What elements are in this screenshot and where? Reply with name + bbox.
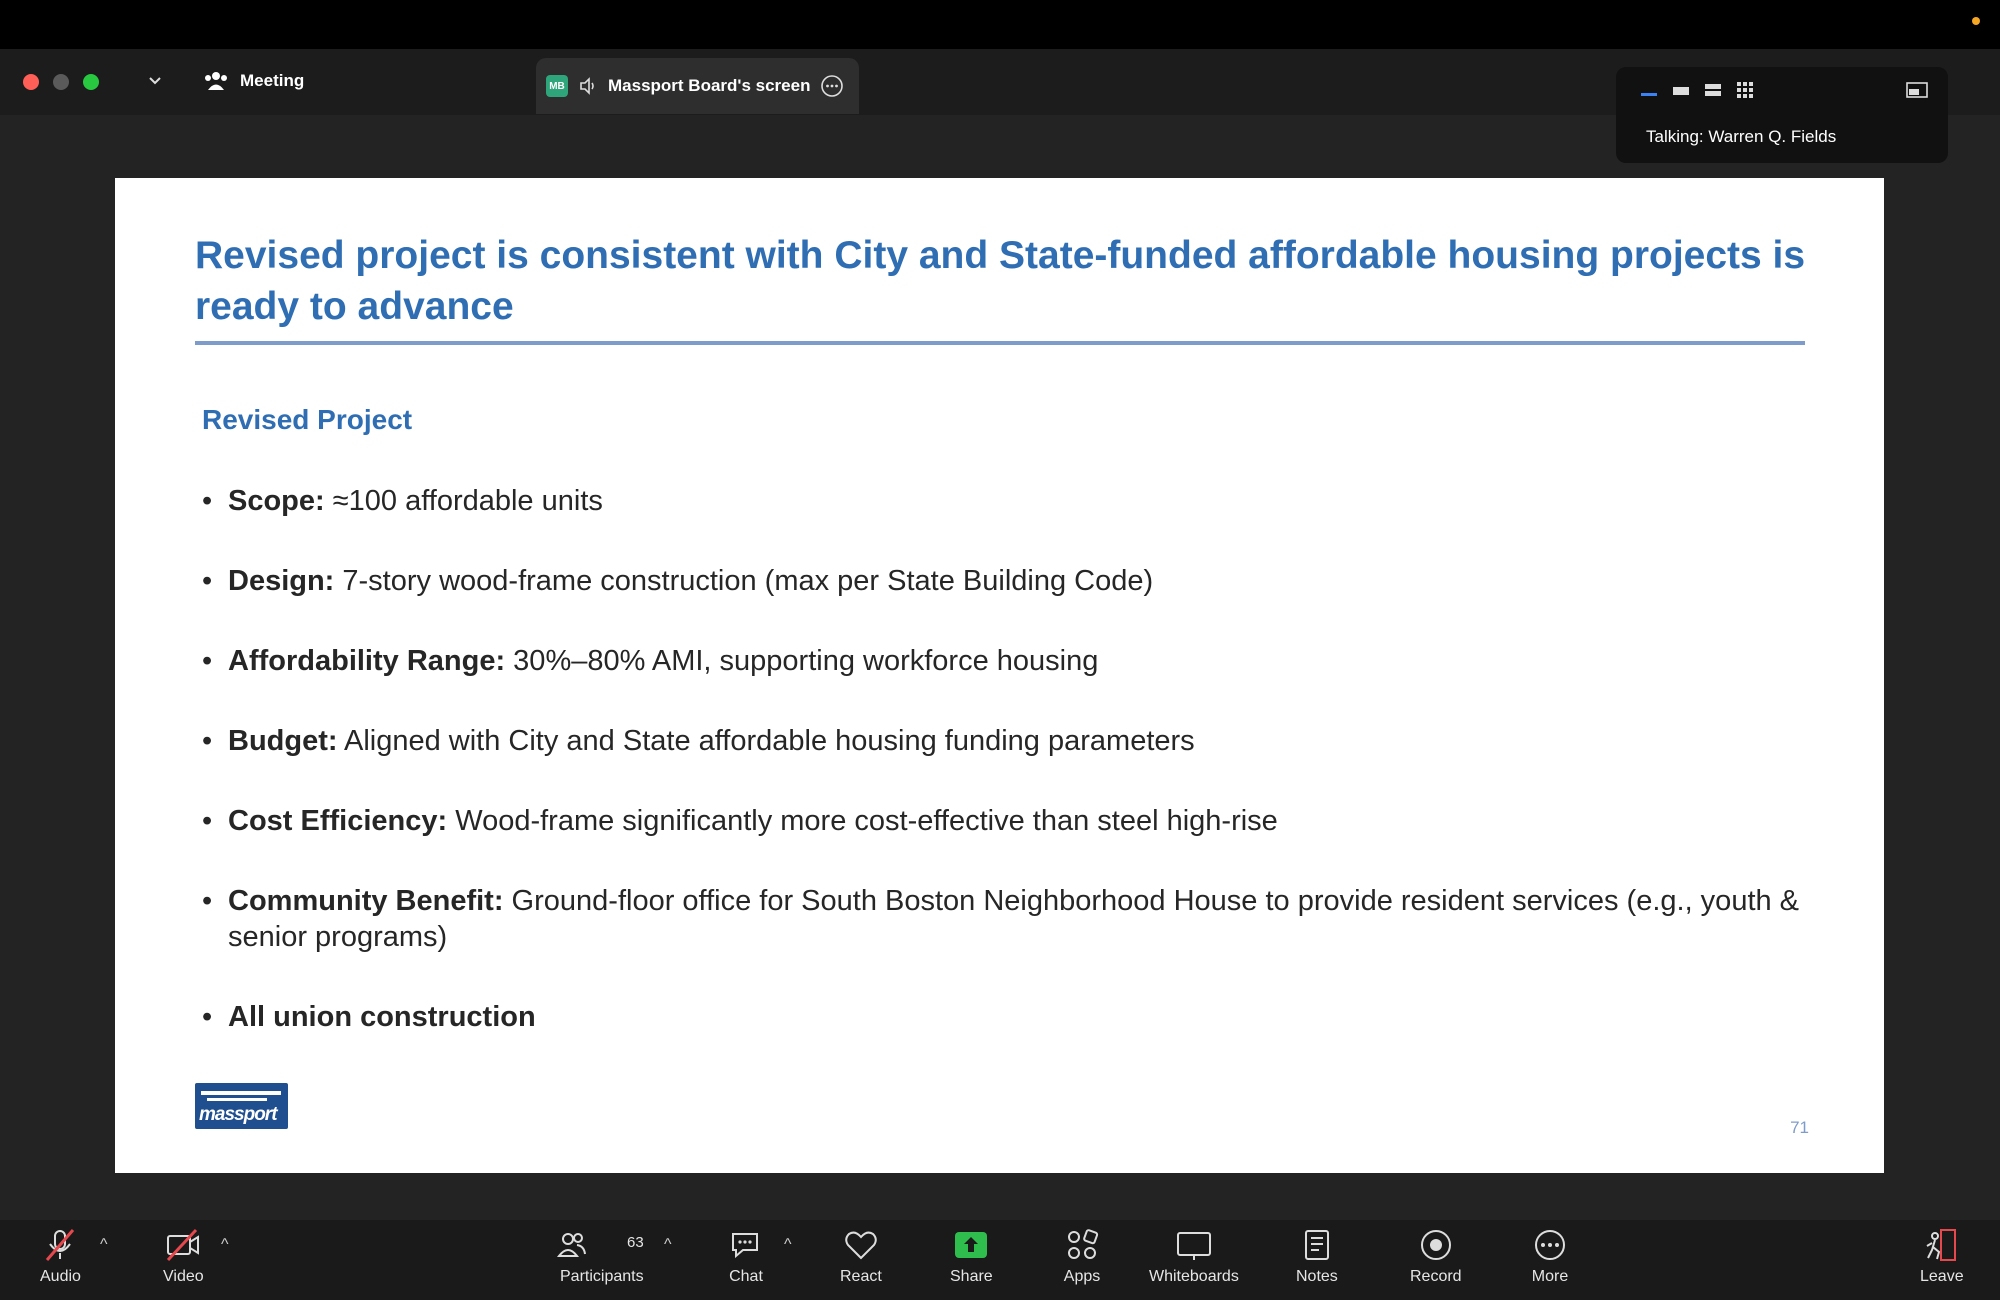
shared-slide <box>115 178 1884 1173</box>
whiteboard-icon <box>1175 1226 1213 1264</box>
leave-button[interactable] <box>1920 1226 1964 1286</box>
notes-icon <box>1298 1226 1336 1264</box>
close-window-button[interactable] <box>23 74 39 90</box>
apps-button[interactable] <box>1063 1226 1101 1286</box>
participants-icon <box>553 1226 591 1264</box>
recording-indicator-dot <box>1972 17 1980 25</box>
talking-indicator: Talking: Warren Q. Fields <box>1646 127 1837 146</box>
tab-meeting-label: Meeting <box>240 71 305 90</box>
list-item: • Budget: Aligned with City and State affordable housing funding parameters <box>202 725 1195 757</box>
muted-mic-icon <box>41 1226 79 1264</box>
apps-icon <box>1063 1226 1101 1264</box>
video-label: Video <box>163 1268 204 1285</box>
fullscreen-window-button[interactable] <box>83 74 99 90</box>
audio-options-caret[interactable]: ^ <box>100 1236 108 1253</box>
list-item: • Scope: ≈100 affordable units <box>202 485 603 517</box>
record-button[interactable] <box>1410 1226 1462 1286</box>
react-button[interactable] <box>840 1226 882 1286</box>
menu-bar <box>0 0 2000 49</box>
heart-icon <box>842 1226 880 1264</box>
participants-options-caret[interactable]: ^ <box>664 1236 672 1253</box>
more-icon <box>1531 1226 1569 1264</box>
more-options-icon[interactable] <box>820 74 844 98</box>
notes-button[interactable] <box>1296 1226 1338 1286</box>
video-options-caret[interactable]: ^ <box>221 1236 229 1253</box>
apps-label: Apps <box>1063 1268 1101 1285</box>
react-label: React <box>840 1268 882 1285</box>
bullet-list <box>202 483 1822 1079</box>
avatar: MB <box>546 75 568 97</box>
leave-label: Leave <box>1920 1268 1964 1285</box>
massport-logo: massport <box>195 1083 288 1129</box>
minimize-window-button[interactable] <box>53 74 69 90</box>
chat-button[interactable] <box>727 1226 765 1286</box>
video-off-icon <box>164 1226 202 1264</box>
notes-label: Notes <box>1296 1268 1338 1285</box>
chat-icon <box>727 1226 765 1264</box>
stacked-view-icon[interactable] <box>1704 81 1722 99</box>
list-item: • Community Benefit: Ground-floor office for South Boston Neighborhood House to provide resident services (e.g., youth & senior programs) <box>202 885 1800 953</box>
more-button[interactable] <box>1531 1226 1569 1286</box>
more-label: More <box>1531 1268 1569 1285</box>
grid-view-icon[interactable] <box>1736 81 1754 99</box>
list-item: • Affordability Range: 30%–80% AMI, supporting workforce housing <box>202 645 1099 677</box>
list-item: • Design: 7-story wood-frame construction (max per State Building Code) <box>202 565 1154 597</box>
audio-label: Audio <box>40 1268 81 1285</box>
tab-shared-screen[interactable] <box>536 58 859 114</box>
share-screen-icon <box>952 1226 990 1264</box>
meeting-toolbar <box>0 1220 2000 1300</box>
speaker-view-icon[interactable] <box>1640 81 1658 99</box>
participants-paw-icon <box>204 70 228 92</box>
chevron-down-icon[interactable] <box>146 72 164 90</box>
audio-button[interactable] <box>40 1226 81 1286</box>
leave-door-icon <box>1923 1226 1961 1264</box>
slide-title: Revised project is consistent with City and State-funded affordable housing projects is ready to advance <box>195 234 1806 328</box>
title-divider <box>195 341 1805 345</box>
whiteboards-label: Whiteboards <box>1149 1268 1239 1285</box>
chat-label: Chat <box>729 1268 763 1285</box>
list-item: • Cost Efficiency: Wood-frame significantly more cost-effective than steel high-rise <box>202 805 1278 837</box>
page-number: 71 <box>1790 1118 1809 1137</box>
record-label: Record <box>1410 1268 1462 1285</box>
participants-count: 63 <box>627 1234 644 1251</box>
list-item: • All union construction <box>202 1001 536 1033</box>
whiteboards-button[interactable] <box>1149 1226 1239 1286</box>
video-button[interactable] <box>163 1226 204 1286</box>
tab-meeting[interactable] <box>204 64 304 98</box>
record-icon <box>1417 1226 1455 1264</box>
participants-label: Participants <box>560 1268 644 1285</box>
picture-in-picture-icon[interactable] <box>1906 81 1928 99</box>
speaker-icon <box>578 76 598 96</box>
gallery-strip-icon[interactable] <box>1672 81 1690 99</box>
share-button[interactable] <box>950 1226 993 1286</box>
speaker-popup <box>1616 67 1948 163</box>
slide-subhead: Revised Project <box>202 404 413 435</box>
tab-shared-screen-label: Massport Board's screen <box>608 76 811 95</box>
chat-options-caret[interactable]: ^ <box>784 1236 792 1253</box>
share-label: Share <box>950 1268 993 1285</box>
